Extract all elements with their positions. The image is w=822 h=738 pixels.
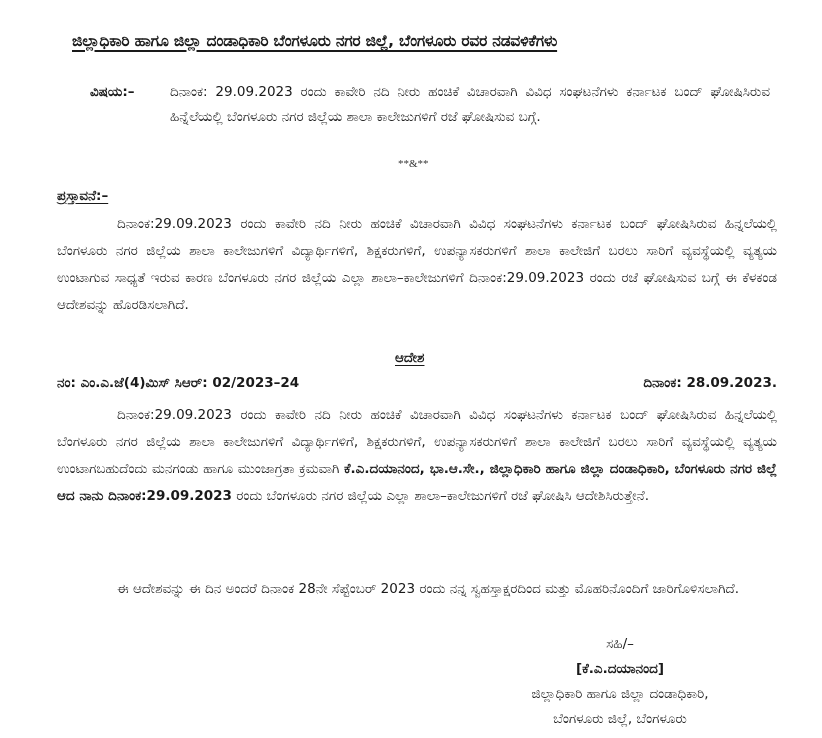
signature-block (470, 632, 770, 732)
subject-block (90, 80, 770, 130)
order-text-part2: ರಂದು ಬೆಂಗಳೂರು ನಗರ ಜಿಲ್ಲೆಯ ಎಲ್ಲಾ ಶಾಲಾ–ಕಾಲೇಜುಗಳಿಗೆ ರಜೆ ಘೋಷಿಸಿ ಆದೇಶಿಸಿರುತ್ತೇನೆ. (231, 488, 650, 504)
subject-text: ದಿನಾಂಕ: 29.09.2023 ರಂದು ಕಾವೇರಿ ನದಿ ನೀರು ಹಂಚಿಕೆ ವಿಚಾರವಾಗಿ ವಿವಿಧ ಸಂಘಟನೆಗಳು ಕರ್ನಾಟಕ ಬಂದ್ ಘೋಷಿಸಿರುವ ಹಿನ್ನೆಲೆಯಲ್ಲಿ ಬೆಂಗಳೂರು ನಗರ ಜಿಲ್ಲೆಯ ಶಾಲಾ ಕಾಲೇಜುಗಳಿಗೆ ರಜೆ ಘೋಷಿಸುವ ಬಗ್ಗೆ. (170, 84, 770, 125)
reference-number: ನಂ: ಎಂ.ಎ.ಜೆ(4)ಮಿಸ್ ಸಿಆರ್: 02/2023–24 (57, 375, 300, 391)
document-title: ಜಿಲ್ಲಾಧಿಕಾರಿ ಹಾಗೂ ಜಿಲ್ಲಾ ದಂಡಾಧಿಕಾರಿ ಬೆಂಗಳೂರು ನಗರ ಜಿಲ್ಲೆ, ಬೆಂಗಳೂರು ರವರ ನಡವಳಿಕೆಗಳು (72, 32, 558, 50)
order-paragraph-2 (57, 576, 777, 603)
preamble-text: ದಿನಾಂಕ:29.09.2023 ರಂದು ಕಾವೇರಿ ನದಿ ನೀರು ಹಂಚಿಕೆ ವಿಚಾರವಾಗಿ ವಿವಿಧ ಸಂಘಟನೆಗಳು ಕರ್ನಾಟಕ ಬಂದ್ ಘೋಷಿಸಿರುವ ಹಿನ್ನಲೆಯಲ್ಲಿ ಬೆಂಗಳೂರು ನಗರ ಜಿಲ್ಲೆಯ ಶಾಲಾ ಕಾಲೇಜುಗಳಿಗೆ ವಿದ್ಯಾರ್ಥಿಗಳಿಗೆ, ಶಿಕ್ಷಕರುಗಳಿಗೆ, ಉಪನ್ಯಾಸಕರುಗಳಿಗೆ ಶಾಲಾ ಕಾಲೇಜಿಗೆ ಬರಲು ಸಾರಿಗೆ ವ್ಯವಸ್ಥೆಯಲ್ಲಿ ವ್ಯತ್ಯಯ ಉಂಟಾಗುವ ಸಾಧ್ಯತೆ ಇರುವ ಕಾರಣ ಬೆಂಗಳೂರು ನಗರ ಜಿಲ್ಲೆಯ ಎಲ್ಲಾ ಶಾಲಾ–ಕಾಲೇಜುಗಳಿಗೆ ದಿನಾಂಕ:29.09.2023 ರಂದು ರಜೆ ಘೋಷಿಸುವ ಬಗ್ಗೆ ಈ ಕೆಳಕಂಡ ಆದೇಶವನ್ನು ಹೊರಡಿಸಲಾಗಿದೆ. (57, 216, 777, 313)
order-text-part1: ದಿನಾಂಕ:29.09.2023 ರಂದು ಕಾವೇರಿ ನದಿ ನೀರು ಹಂಚಿಕೆ ವಿಚಾರವಾಗಿ ವಿವಿಧ ಸಂಘಟನೆಗಳು ಕರ್ನಾಟಕ ಬಂದ್ ಘೋಷಿಸಿರುವ ಹಿನ್ನಲೆಯಲ್ಲಿ ಬೆಂಗಳೂರು ನಗರ ಜಿಲ್ಲೆಯ ಶಾಲಾ ಕಾಲೇಜುಗಳಿಗೆ ವಿದ್ಯಾರ್ಥಿಗಳಿಗೆ, ಶಿಕ್ಷಕರುಗಳಿಗೆ, ಉಪನ್ಯಾಸಕರುಗಳಿಗೆ ಶಾಲಾ ಕಾಲೇಜಿಗೆ ಬರಲು ಸಾರಿಗೆ ವ್ಯವಸ್ಥೆಯಲ್ಲಿ ವ್ಯತ್ಯಯ ಉಂಟಾಗಬಹುದೆಂದು ಮನಗಂಡು ಹಾಗೂ ಮುಂಜಾಗ್ರತಾ ಕ್ರಮವಾಗಿ (57, 407, 777, 477)
preamble-paragraph (57, 211, 777, 319)
order-paragraph-1 (57, 402, 777, 510)
signed-mark: ಸಹಿ/– (606, 636, 634, 652)
order-text-bold: ಕೆ.ಎ.ದಯಾನಂದ, ಭಾ.ಆ.ಸೇ., ಜಿಲ್ಲಾಧಿಕಾರಿ ಹಾಗೂ ಜಿಲ್ಲಾ ದಂಡಾಧಿಕಾರಿ, ಬೆಂಗಳೂರು ನಗರ ಜಿಲ್ಲೆ ಆದ ನಾನು ದಿನಾಂಕ:29.09.2023 (57, 461, 777, 504)
signatory-designation: ಜಿಲ್ಲಾಧಿಕಾರಿ ಹಾಗೂ ಜಿಲ್ಲಾ ದಂಡಾಧಿಕಾರಿ, (531, 686, 709, 702)
section-divider: **&** (398, 158, 429, 170)
signatory-name: [ಕೆ.ಎ.ದಯಾನಂದ] (575, 661, 665, 677)
order-heading: ಆದೇಶ (395, 350, 425, 366)
order-closing-text: ಈ ಆದೇಶವನ್ನು ಈ ದಿನ ಅಂದರೆ ದಿನಾಂಕ 28ನೇ ಸೆಪ್ಟೆಂಬರ್ 2023 ರಂದು ನನ್ನ ಸ್ವಹಸ್ತಾಕ್ಷರದಿಂದ ಮತ್ತು ಮೊಹರಿನೊಂದಿಗೆ ಜಾರಿಗೊಳಿಸಲಾಗಿದೆ. (117, 581, 740, 597)
preamble-heading: ಪ್ರಸ್ತಾವನೆ:– (57, 188, 109, 204)
subject-label: ವಿಷಯ:– (90, 84, 135, 100)
order-date: ದಿನಾಂಕ: 28.09.2023. (643, 375, 777, 391)
signatory-location: ಬೆಂಗಳೂರು ಜಿಲ್ಲೆ, ಬೆಂಗಳೂರು (553, 711, 687, 727)
